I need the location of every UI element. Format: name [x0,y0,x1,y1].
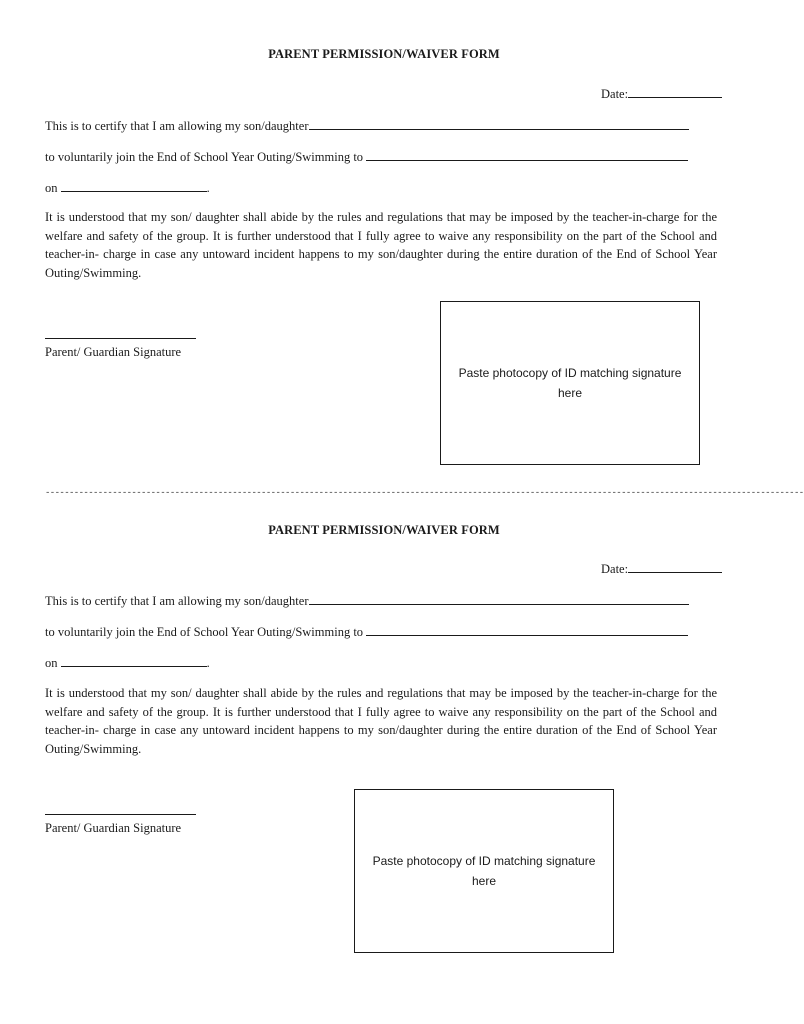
cut-line: -------------------------------------------------------------------------------------------------------------------------------------------------------------- [45,488,804,498]
certify-text: This is to certify that I am allowing my son/daughter [45,594,309,608]
destination-row [45,623,688,640]
signature-label: Parent/ Guardian Signature [45,821,182,835]
on-label: on [45,656,58,670]
signature-label: Parent/ Guardian Signature [45,345,182,359]
on-label: on [45,181,58,195]
destination-field[interactable] [366,148,688,161]
on-end: . [206,181,210,195]
certify-row [45,592,689,609]
on-end: . [206,656,210,670]
date-label: Date: [601,87,629,101]
id-box-text: Paste photocopy of ID matching signature here [372,854,596,888]
signature-line[interactable] [45,338,196,339]
date-row [601,560,722,577]
waiver-paragraph: It is understood that my son/ daughter shall abide by the rules and regulations that may be imposed by the teacher-in-charge for the welfare and safety of the group. It is further understood that I fully agree to waive any responsibility on the part of the School and teacher-in- charge in case any untoward incident happens to my son/daughter during the entire duration of the End of School Year Outing/Swimming. [45,210,717,280]
outing-date-field[interactable] [61,654,207,667]
certify-text: This is to certify that I am allowing my son/daughter [45,119,309,133]
form-title: PARENT PERMISSION/WAIVER FORM [268,523,500,537]
date-field[interactable] [628,560,722,573]
certify-row [45,117,689,134]
waiver-paragraph: It is understood that my son/ daughter shall abide by the rules and regulations that may be imposed by the teacher-in-charge for the welfare and safety of the group. It is further understood that I fully agree to waive any responsibility on the part of the School and teacher-in- charge in case any untoward incident happens to my son/daughter during the entire duration of the End of School Year Outing/Swimming. [45,686,717,756]
on-date-row [45,179,210,196]
join-text: to voluntarily join the End of School Year Outing/Swimming to [45,150,364,164]
destination-row [45,148,688,165]
child-name-field[interactable] [309,117,689,130]
id-photocopy-box [354,789,614,953]
child-name-field[interactable] [309,592,689,605]
form-title: PARENT PERMISSION/WAIVER FORM [268,47,500,61]
join-text: to voluntarily join the End of School Year Outing/Swimming to [45,625,364,639]
id-photocopy-box [440,301,700,465]
id-box-text: Paste photocopy of ID matching signature here [458,366,682,400]
date-row [601,85,722,102]
date-field[interactable] [628,85,722,98]
on-date-row [45,654,210,671]
destination-field[interactable] [366,623,688,636]
signature-line[interactable] [45,814,196,815]
outing-date-field[interactable] [61,179,207,192]
date-label: Date: [601,562,629,576]
